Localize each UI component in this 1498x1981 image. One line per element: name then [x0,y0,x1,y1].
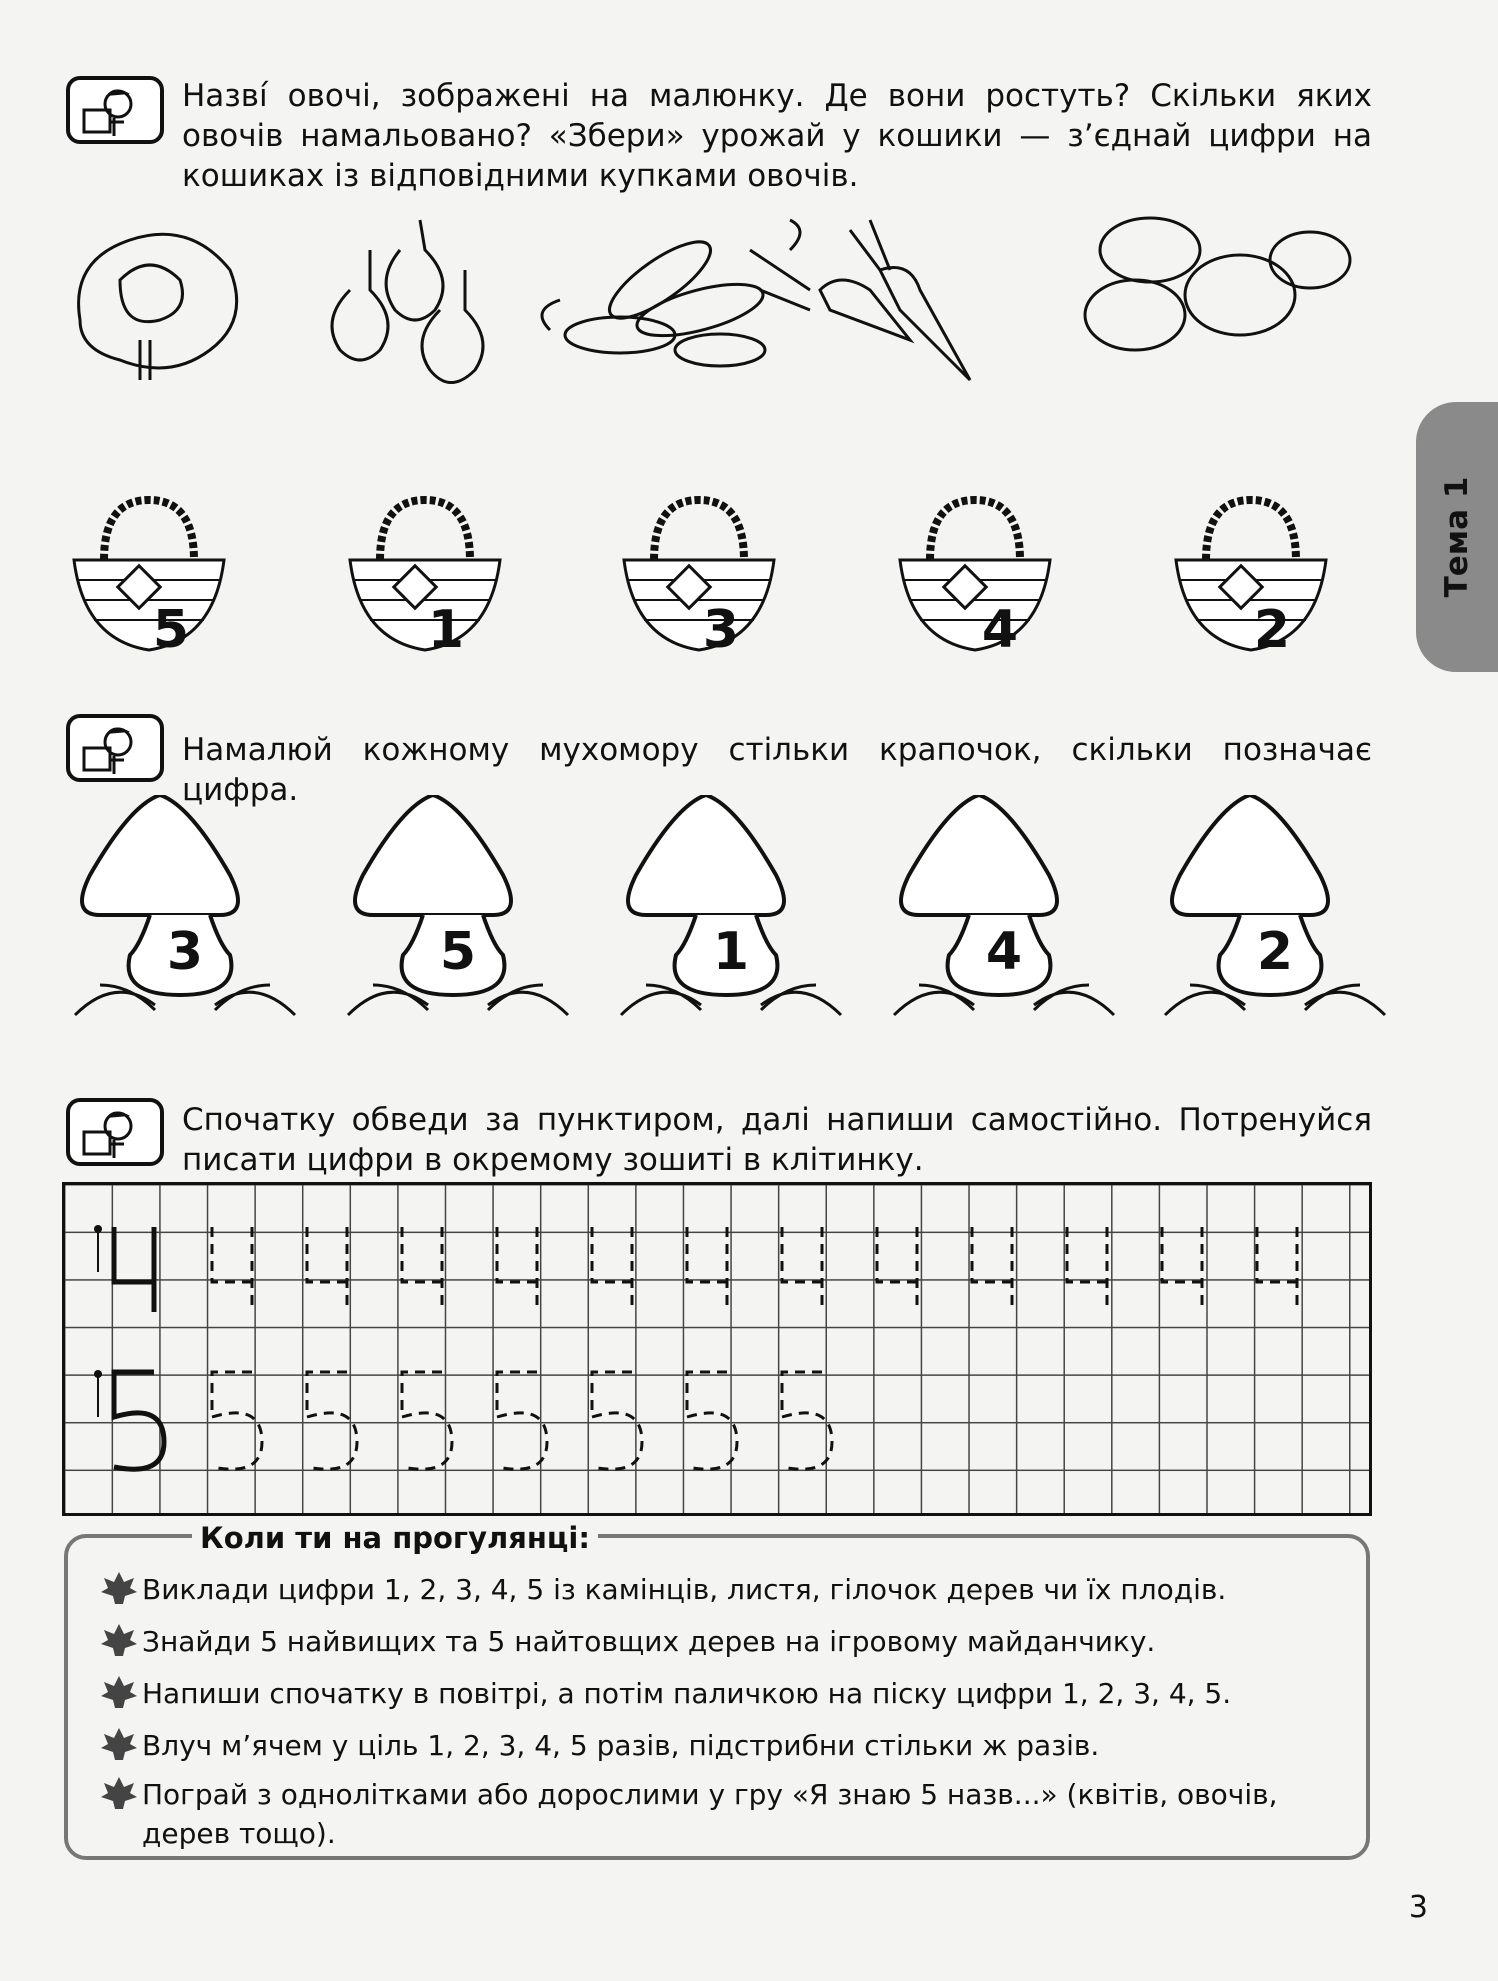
mushroom-number: 1 [712,922,750,982]
walk-item [96,1570,1356,1609]
maple-leaf-icon [96,1726,142,1762]
cucumber-icon [542,220,800,366]
task3-instruction: Спочатку обведи за пунктиром, далі напиши самостійно. Потренуйся писати цифри в окремому зошиті в клітинку. [182,1102,1372,1178]
topic-tab [1416,402,1498,672]
walk-item-text: Пограй з однолітками або дорослими у гру «Я знаю 5 назв...» (квітів, овочів, дерев тощо). [142,1778,1278,1850]
basket-number: 1 [427,600,465,660]
task-icon-3 [66,1098,164,1166]
boy-reading-icon [70,1102,160,1162]
walk-item-text: Виклади цифри 1, 2, 3, 4, 5 із камінців, листя, гілочок дерев чи їх плодів. [142,1573,1227,1606]
mushroom-number: 4 [985,922,1023,982]
basket-number: 5 [152,600,190,660]
page-number: 3 [1408,1890,1428,1925]
basket-number: 4 [981,600,1019,660]
walk-item [96,1622,1356,1661]
maple-leaf-icon [96,1570,142,1606]
task2-instruction: Намалюй кожному мухомору стільки крапочок, скільки позначає цифра. [182,732,1372,808]
mushroom-number: 2 [1256,922,1294,982]
potato-icon [1085,218,1350,350]
mushroom [889,795,1119,1035]
mushroom [343,795,573,1035]
maple-leaf-icon [96,1775,142,1811]
boy-reading-icon [70,718,160,778]
mushroom [1160,795,1390,1035]
maple-leaf-icon [96,1622,142,1658]
dashed-digit-4-row [212,1227,1297,1312]
walk-title: Коли ти на прогулянці: [192,1521,598,1555]
task1-instruction: Назві́ овочі, зображені на малюнку. Де вони ростуть? Скільки яких овочів намальовано? «Збери» урожай у кошики — з’єднай цифри на кошиках із відповідними купками овочів. [182,78,1372,194]
mushroom-number: 3 [166,922,204,982]
task-icon-2 [66,714,164,782]
walk-item [96,1775,1356,1853]
walk-item [96,1674,1356,1713]
dashed-digit-5-row [212,1372,832,1469]
topic-tab-label: Тема 1 [1439,476,1475,598]
basket-number: 2 [1253,600,1291,660]
walk-item-text: Напиши спочатку в повітрі, а потім паличкою на піску цифри 1, 2, 3, 4, 5. [142,1677,1232,1710]
onion-icon [332,220,483,383]
mushroom [616,795,846,1035]
sample-digit-4 [94,1225,154,1312]
basket-number: 3 [702,600,740,660]
boy-reading-icon [70,80,160,140]
walk-item [96,1726,1356,1765]
walk-item-text: Влуч м’ячем у ціль 1, 2, 3, 4, 5 разів, підстрибни стільки ж разів. [142,1729,1100,1762]
mushroom-number: 5 [439,922,477,982]
walk-item-text: Знайди 5 найвищих та 5 найтовщих дерев на ігровому майданчику. [142,1625,1156,1658]
cabbage-icon [79,234,237,380]
mushroom [70,795,300,1035]
task-icon-1 [66,76,164,144]
vegetables-row [60,210,1380,420]
carrot-icon [750,220,970,380]
digit-tracing-guides [62,1182,1372,1516]
maple-leaf-icon [96,1674,142,1710]
sample-digit-5 [94,1370,164,1469]
